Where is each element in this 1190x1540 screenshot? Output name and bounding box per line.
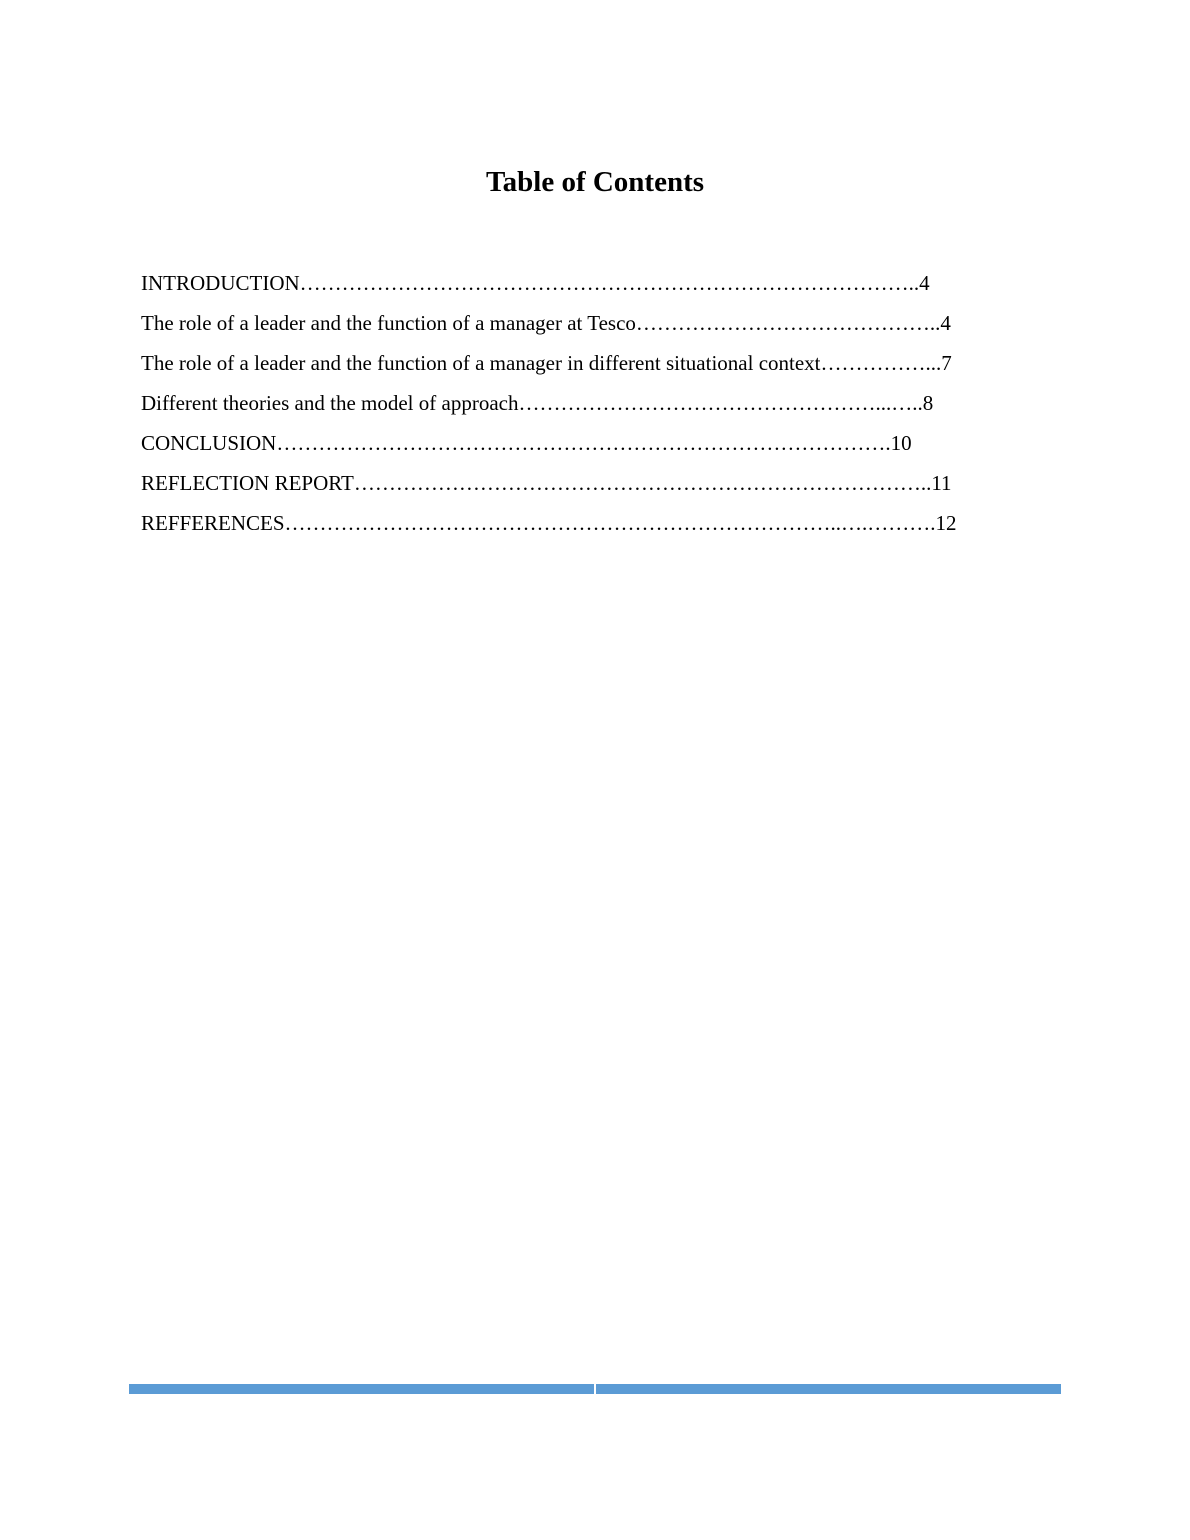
toc-entry-introduction[interactable]: INTRODUCTION……………………………………………………………………………..4 — [141, 271, 930, 295]
toc-entry-leader-manager-tesco[interactable]: The role of a leader and the function of a manager at Tesco……………………………………..4 — [141, 311, 951, 335]
toc-entry-references[interactable]: REFFERENCES……………………………………………………………………..….……….12 — [141, 511, 957, 535]
toc-entry-situational-context[interactable]: The role of a leader and the function of a manager in different situational context……………...7 — [141, 351, 952, 375]
toc-entry-theories-models[interactable]: Different theories and the model of approach……………………………………………...…..8 — [141, 391, 934, 415]
toc-entry-reflection-report[interactable]: REFLECTION REPORT………………………………………………………………………..11 — [141, 471, 952, 495]
page-title: Table of Contents — [485, 166, 705, 198]
footer-bar-left — [129, 1384, 594, 1394]
table-of-contents — [141, 265, 1061, 545]
toc-entry-conclusion[interactable]: CONCLUSION…………………………………………………………………………….10 — [141, 431, 912, 455]
footer-bar-right — [596, 1384, 1061, 1394]
